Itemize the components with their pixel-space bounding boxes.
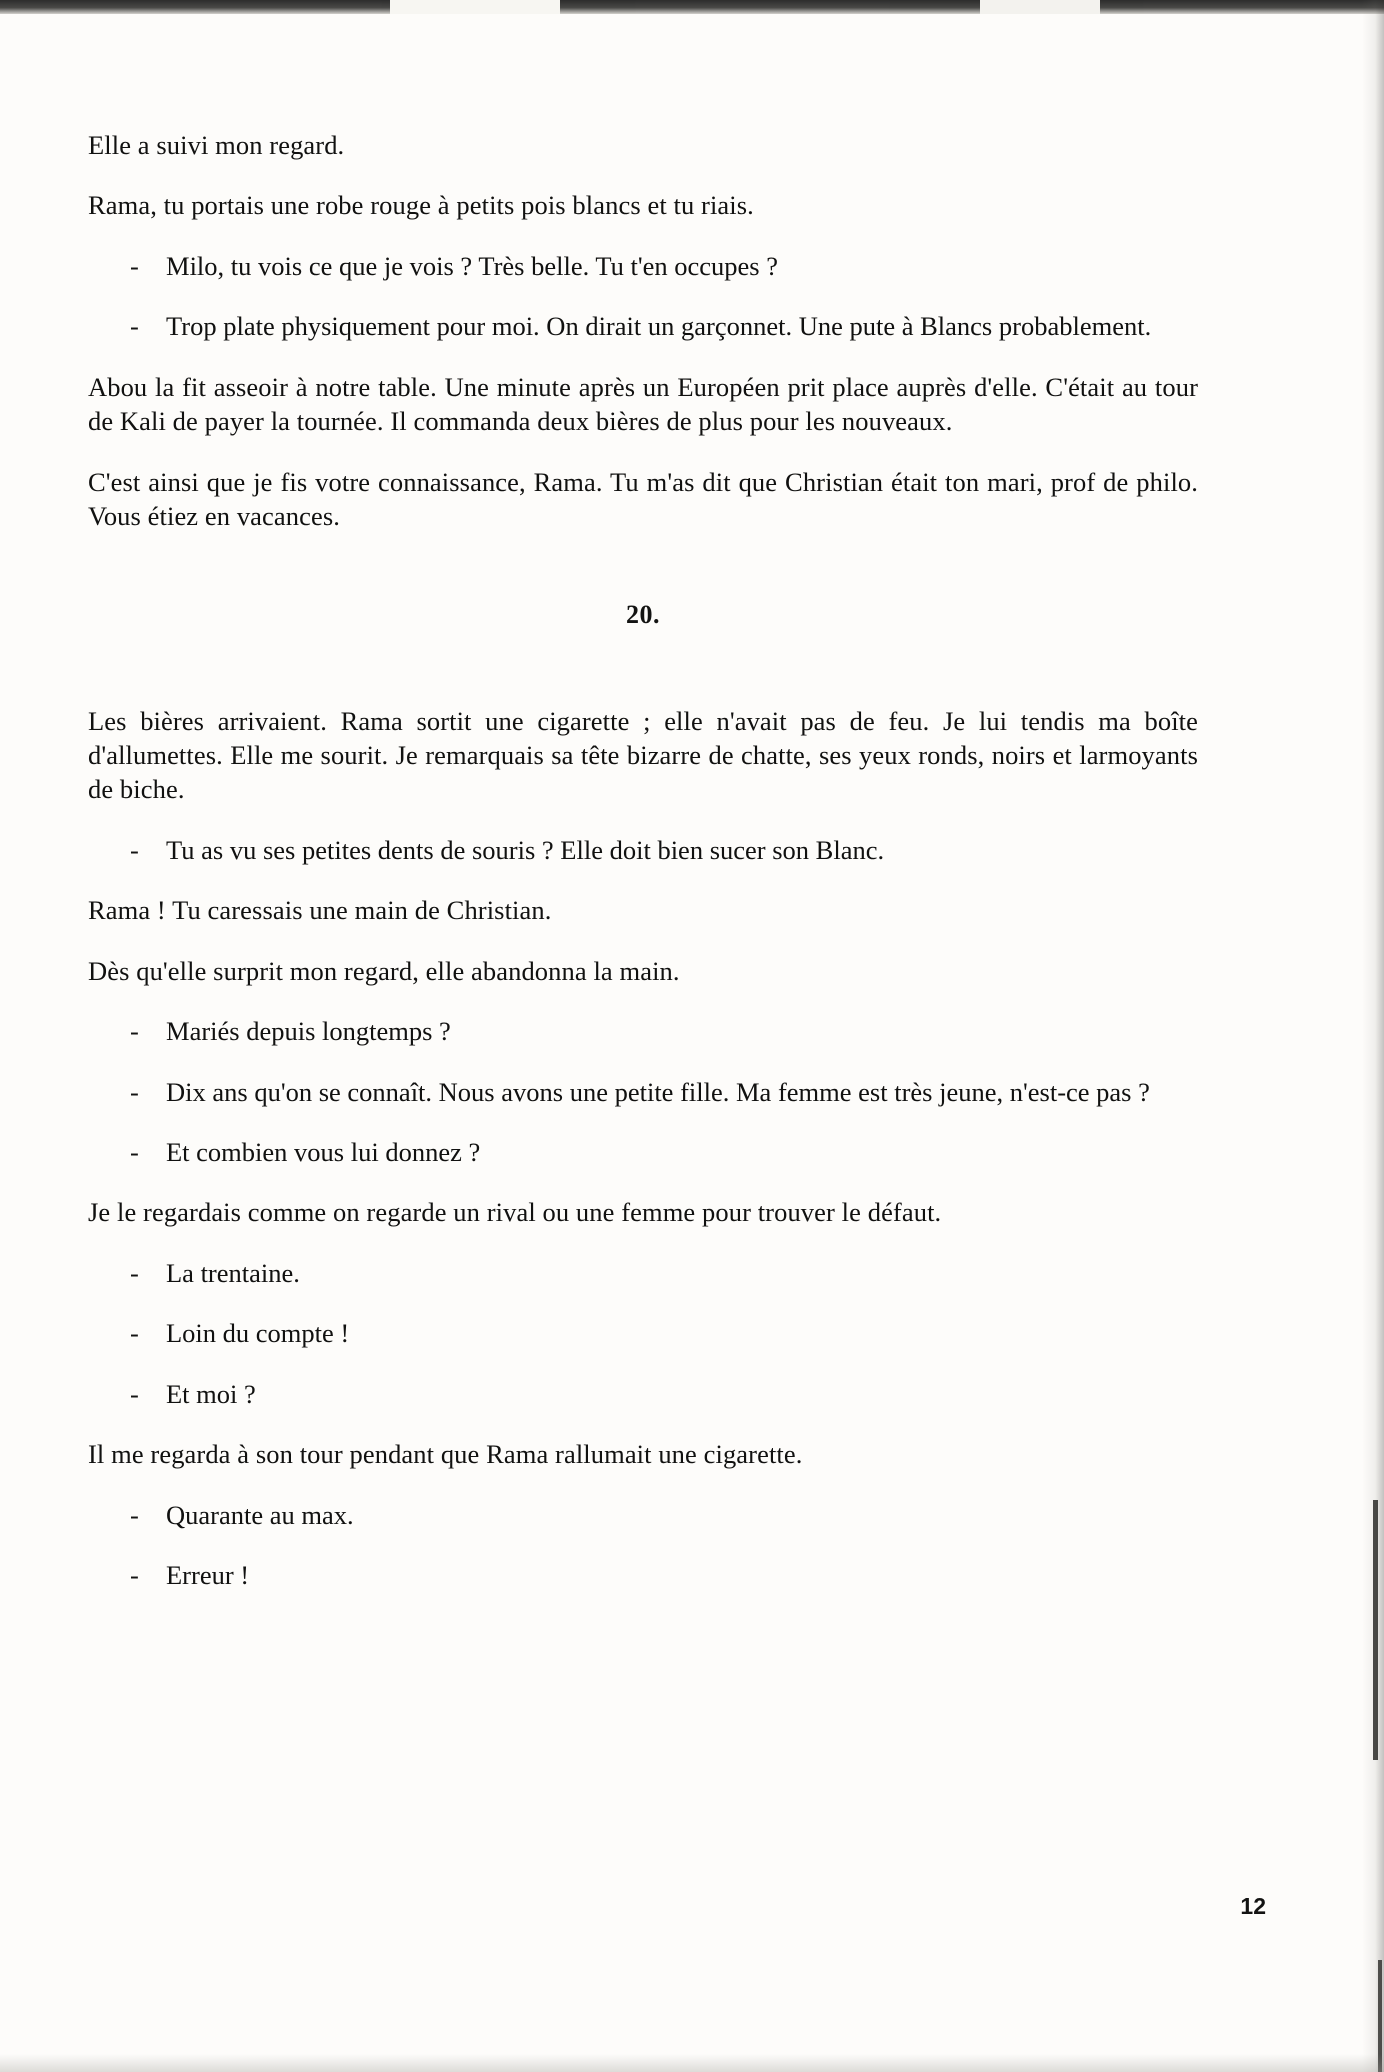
dialogue-line: [88, 1014, 1198, 1048]
dialogue-text: Trop plate physiquement pour moi. On dirait un garçonnet. Une pute à Blancs probablement.: [166, 311, 1152, 342]
paragraph: Il me regarda à son tour pendant que Rama rallumait une cigarette.: [88, 1439, 803, 1470]
dialogue-dash: -: [130, 250, 139, 281]
dialogue-text: Et moi ?: [166, 1378, 256, 1409]
dialogue-dash: -: [130, 1016, 139, 1047]
dialogue-dash: -: [130, 1076, 139, 1107]
dialogue-dash: -: [130, 1378, 139, 1409]
page-edge-gap-right: [980, 0, 1100, 14]
dialogue-line: [88, 1558, 1198, 1592]
page-number: 12: [1240, 1893, 1266, 1919]
paragraph: Dès qu'elle surprit mon regard, elle abandonna la main.: [88, 955, 680, 986]
dialogue-line: [88, 249, 1198, 283]
dialogue-line: [88, 1075, 1198, 1109]
paragraph: Rama, tu portais une robe rouge à petits pois blancs et tu riais.: [88, 190, 754, 221]
page-top-edge-shadow: [0, 0, 1384, 14]
dialogue-dash: -: [130, 1499, 139, 1530]
page-edge-gap-left: [390, 0, 560, 14]
dialogue-text: Tu as vu ses petites dents de souris ? Elle doit bien sucer son Blanc.: [166, 834, 885, 865]
page-right-edge-shadow: [1362, 0, 1384, 2072]
section-number: 20.: [626, 599, 660, 629]
paragraph: C'est ainsi que je fis votre connaissance, Rama. Tu m'as dit que Christian était ton mari, prof de philo. Vous étiez en vacances.: [88, 466, 1198, 532]
dialogue-text: La trentaine.: [166, 1257, 300, 1288]
dialogue-text: Erreur !: [166, 1560, 250, 1591]
dialogue-line: [88, 1316, 1198, 1350]
dialogue-line: [88, 833, 1198, 867]
page-body-text: [88, 128, 1198, 1619]
dialogue-line: [88, 1498, 1198, 1532]
dialogue-text: Loin du compte !: [166, 1318, 350, 1349]
dialogue-line: [88, 1377, 1198, 1411]
dialogue-dash: -: [130, 1560, 139, 1591]
page-right-edge-mark: [1373, 1500, 1378, 1760]
dialogue-text: Milo, tu vois ce que je vois ? Très belle. Tu t'en occupes ?: [166, 250, 779, 281]
dialogue-dash: -: [130, 834, 139, 865]
dialogue-dash: -: [130, 1318, 139, 1349]
dialogue-text: Et combien vous lui donnez ?: [166, 1137, 481, 1167]
dialogue-dash: -: [130, 1257, 139, 1288]
paragraph: Les bières arrivaient. Rama sortit une cigarette ; elle n'avait pas de feu. Je lui tendis ma boîte d'allumettes. Elle me sourit. Je remarquais sa tête bizarre de chatte, ses yeux ronds, noirs et larmoyants de biche.: [88, 705, 1198, 805]
dialogue-line: [88, 309, 1198, 343]
dialogue-text: Dix ans qu'on se connaît. Nous avons une petite fille. Ma femme est très jeune, n'est-ce pas ?: [166, 1076, 1150, 1107]
paragraph: Abou la fit asseoir à notre table. Une minute après un Européen prit place auprès d'elle. C'était au tour de Kali de payer la tournée. Il commanda deux bières de plus pour les nouveaux.: [88, 371, 1198, 437]
dialogue-dash: -: [130, 1137, 139, 1167]
page-bottom-edge-shadow: [0, 2054, 1384, 2072]
paragraph: Je le regardais comme on regarde un rival ou une femme pour trouver le défaut.: [88, 1197, 942, 1228]
dialogue-dash: -: [130, 311, 139, 342]
dialogue-text: Mariés depuis longtemps ?: [166, 1016, 451, 1047]
paragraph: Rama ! Tu caressais une main de Christian.: [88, 895, 552, 926]
dialogue-line: [88, 1135, 1198, 1169]
paragraph: Elle a suivi mon regard.: [88, 130, 345, 160]
dialogue-text: Quarante au max.: [166, 1499, 354, 1530]
dialogue-line: [88, 1256, 1198, 1290]
